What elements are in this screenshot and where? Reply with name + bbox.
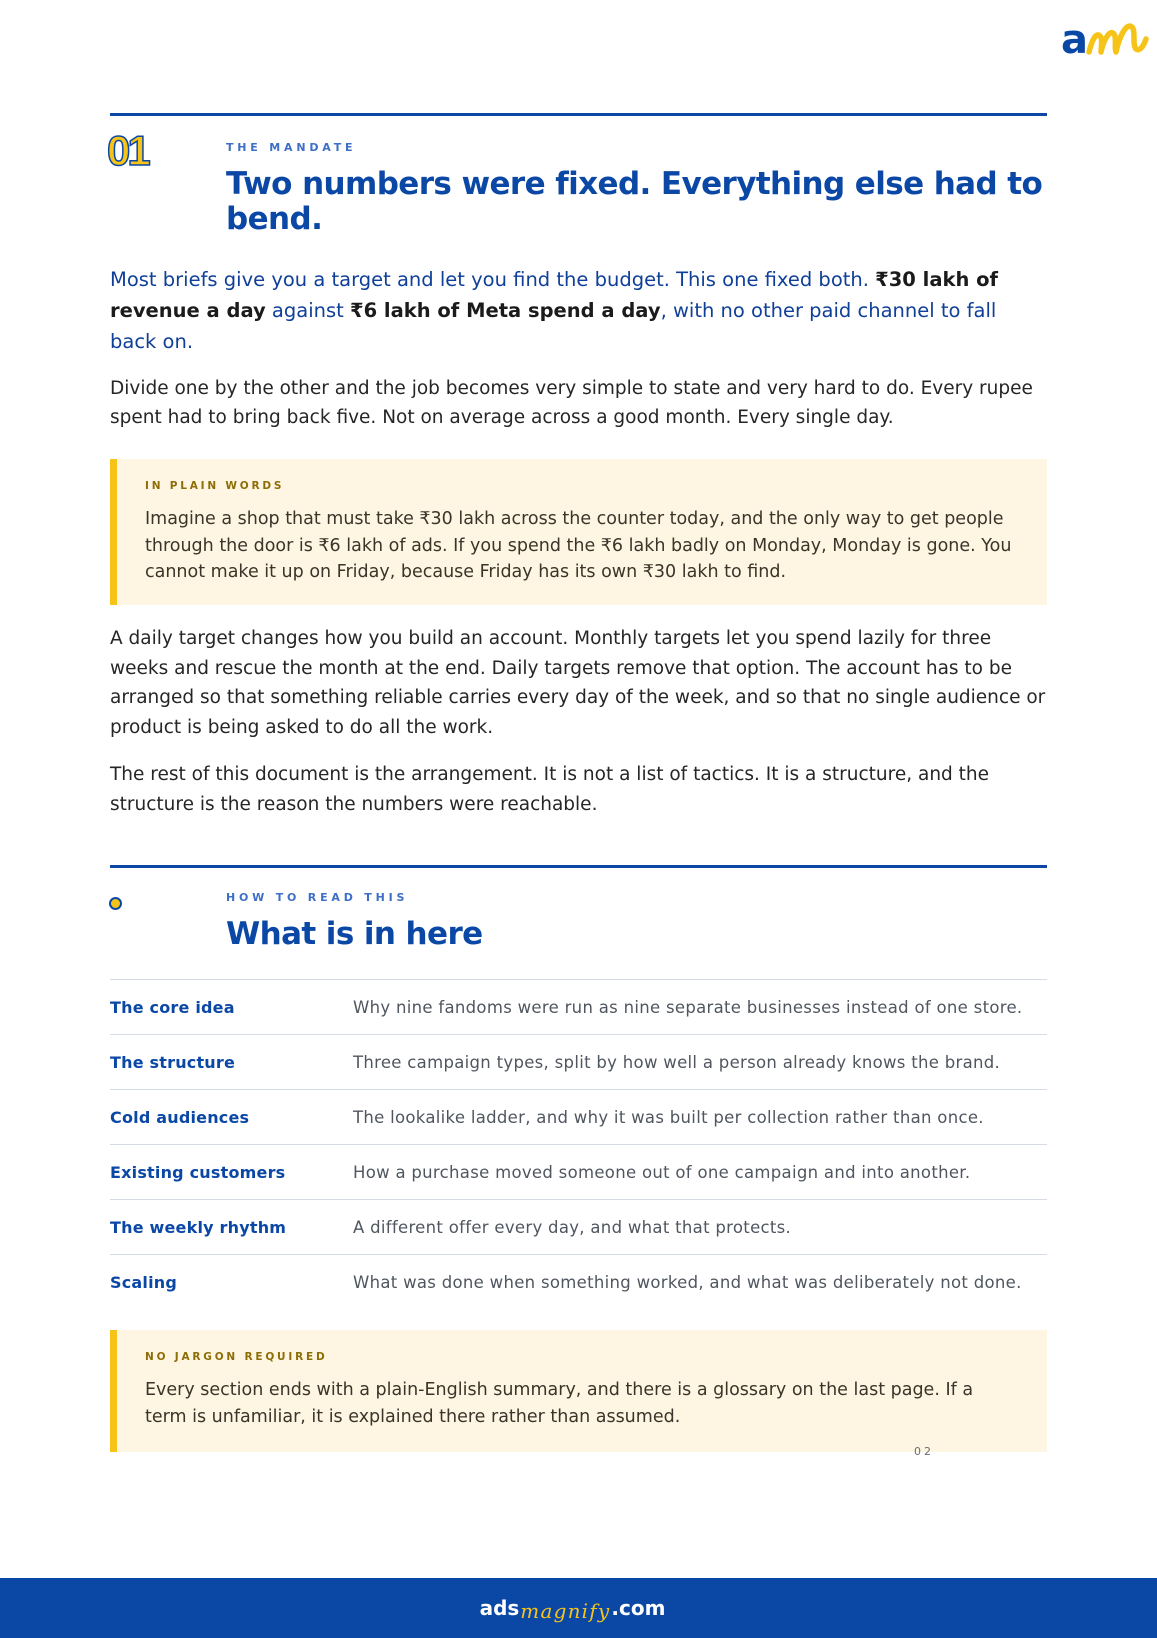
toc-summary: Three campaign types, split by how well a person already knows the brand. — [353, 1052, 1001, 1072]
page-number: 02 — [914, 1445, 934, 1458]
lead-highlight-spend: ₹6 lakh of Meta spend a day — [350, 299, 661, 322]
toc-topic: Scaling — [110, 1272, 178, 1292]
brand-logo-mark — [1052, 8, 1150, 60]
body-paragraph: A daily target changes how you build an account. Monthly targets let you spend lazily for three weeks and rescue the month at the end. Daily targets remove that option. The account has to be arranged so that something reliable carries every day of the week, and so that no single audience or product is being asked to do all the work. — [110, 628, 1046, 738]
toc-summary: Why nine fandoms were run as nine separate businesses instead of one store. — [353, 997, 1023, 1017]
body-paragraph: The rest of this document is the arrangement. It is not a list of tactics. It is a structure, and the structure is the reason the numbers were reachable. — [110, 764, 990, 815]
callout-text: Imagine a shop that must take ₹30 lakh across the counter today, and the only way to get people through the door is ₹6 lakh of ads. If you spend the ₹6 lakh badly on Monday, Monday is gone. You cannot make it up on Friday, because Friday has its own ₹30 lakh to find. — [145, 509, 1012, 582]
footer-bar — [0, 1578, 1157, 1638]
toc-summary: How a purchase moved someone out of one campaign and into another. — [353, 1162, 971, 1182]
callout-no-jargon — [110, 1330, 1047, 1452]
brand-suffix: .com — [611, 1596, 666, 1620]
table-row — [110, 1034, 1047, 1089]
section-number: 01 — [107, 127, 148, 174]
logo-letter-a: a — [1061, 17, 1088, 60]
callout-label: IN PLAIN WORDS — [145, 480, 285, 492]
table-row — [110, 1199, 1047, 1254]
table-row — [110, 1144, 1047, 1199]
brand-script: magnify — [520, 1599, 611, 1623]
section-eyebrow: HOW TO READ THIS — [226, 891, 409, 904]
toc-summary: What was done when something worked, and what was deliberately not done. — [353, 1272, 1022, 1292]
callout-label: NO JARGON REQUIRED — [145, 1351, 328, 1363]
lead-text: against — [265, 299, 350, 322]
section-divider — [110, 113, 1047, 116]
bullet-dot-icon — [109, 897, 122, 910]
toc-topic: Cold audiences — [110, 1107, 250, 1127]
toc-topic: The weekly rhythm — [110, 1217, 287, 1237]
toc-topic: Existing customers — [110, 1162, 286, 1182]
lead-paragraph — [110, 264, 1047, 357]
lead-text: , with no other paid channel to fall back on. — [110, 299, 997, 353]
lead-highlight-revenue: ₹30 lakh of revenue a day — [110, 268, 999, 322]
intro-paragraph: Divide one by the other and the job becomes very simple to state and very hard to do. Every rupee spent had to bring back five. Not on average across a good month. Every single day. — [110, 378, 1033, 428]
toc-summary: The lookalike ladder, and why it was built per collection rather than once. — [353, 1107, 984, 1127]
section-eyebrow: THE MANDATE — [226, 141, 357, 154]
brand-logo — [1052, 8, 1150, 60]
footer-brand-link[interactable] — [479, 1596, 666, 1623]
toc-topic: The core idea — [110, 997, 235, 1017]
section-heading: Two numbers were fixed. Everything else had to bend. — [226, 166, 1043, 237]
callout-plain-words — [110, 459, 1047, 605]
section-heading: What is in here — [226, 916, 483, 952]
toc-topic: The structure — [110, 1052, 236, 1072]
toc-summary: A different offer every day, and what that protects. — [353, 1217, 792, 1237]
table-row — [110, 1254, 1047, 1309]
table-row — [110, 1089, 1047, 1144]
contents-table — [110, 979, 1047, 1309]
table-row — [110, 979, 1047, 1034]
lead-text: Most briefs give you a target and let you find the budget. This one fixed both. — [110, 268, 876, 291]
brand-prefix: ads — [479, 1596, 520, 1620]
logo-letter-m-script — [1089, 26, 1146, 52]
section-divider — [110, 865, 1047, 868]
callout-text: Every section ends with a plain-English summary, and there is a glossary on the last page. If a term is unfamiliar, it is explained there rather than assumed. — [145, 1380, 974, 1427]
